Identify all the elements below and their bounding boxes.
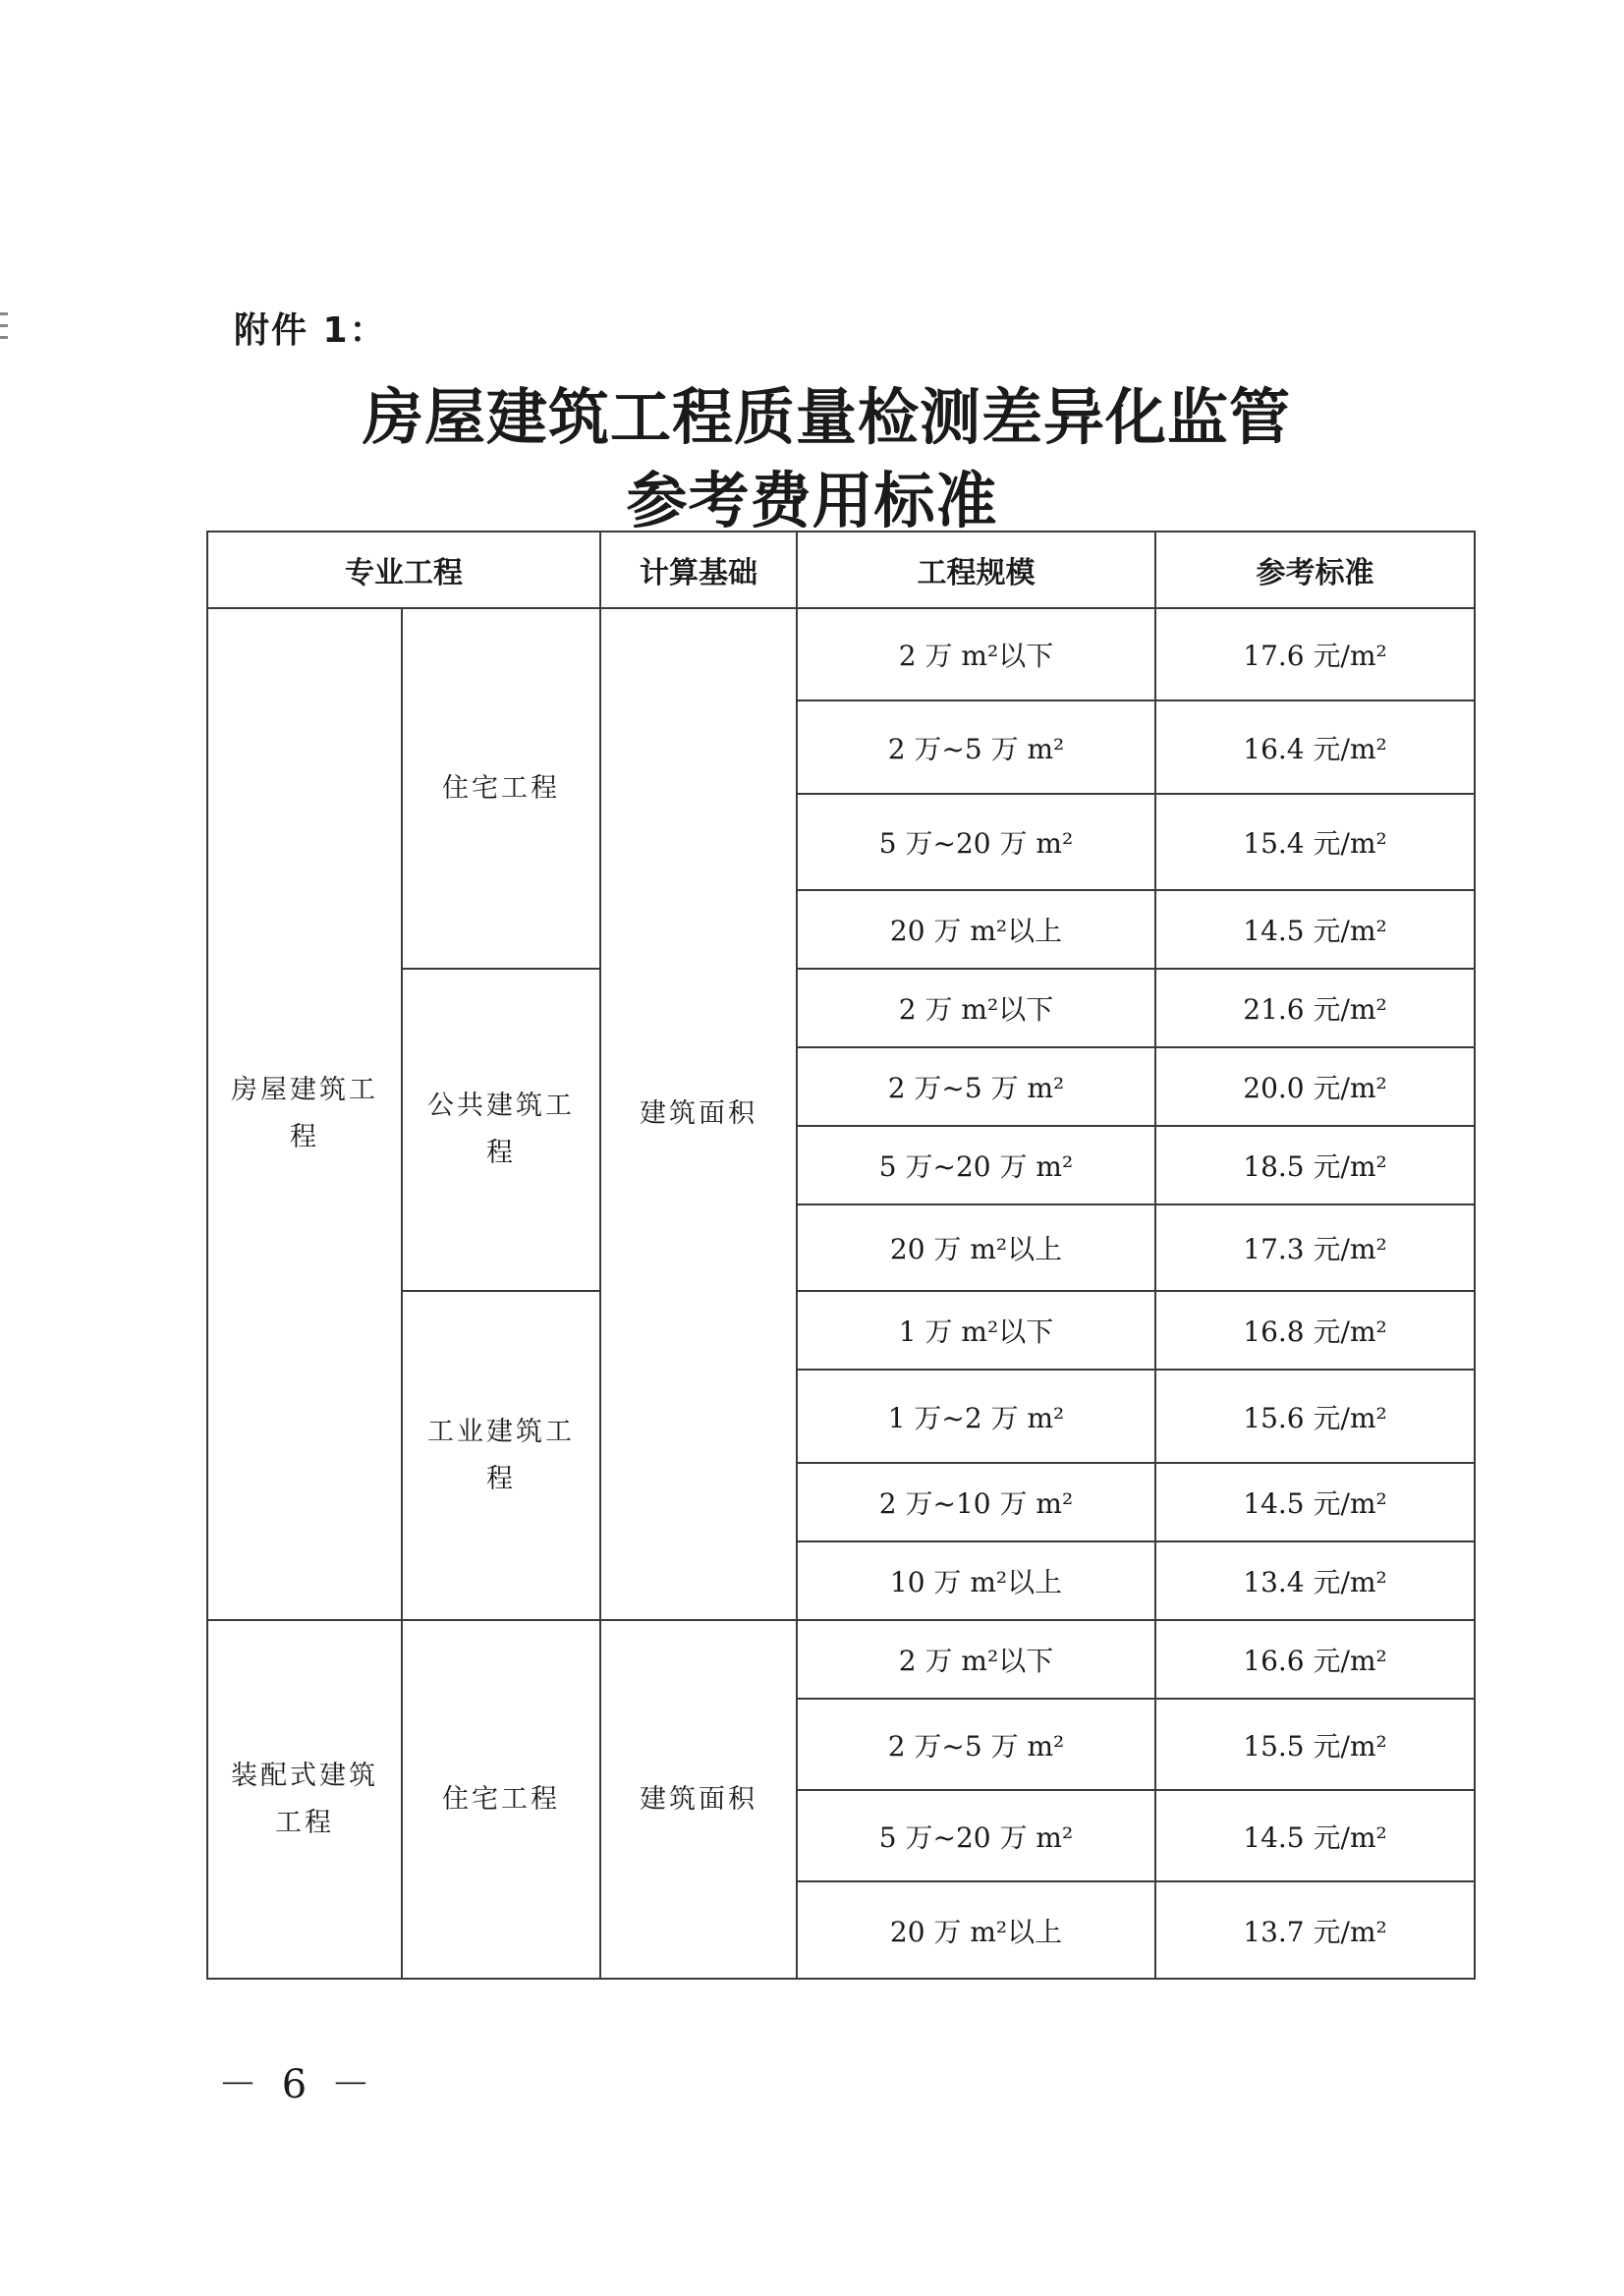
standard-cell: 16.6 元/m² <box>1155 1620 1475 1699</box>
header-basis: 计算基础 <box>600 532 797 608</box>
standard-cell: 14.5 元/m² <box>1155 1463 1475 1541</box>
subcategory-cell: 住宅工程 <box>402 1620 600 1979</box>
category-cell: 装配式建筑工程 <box>207 1620 402 1979</box>
scale-cell: 2 万~5 万 m² <box>797 1047 1155 1126</box>
document-title-line-2: 参考费用标准 <box>626 465 998 536</box>
scale-cell: 1 万 m²以下 <box>797 1291 1155 1370</box>
scale-cell: 5 万~20 万 m² <box>797 794 1155 890</box>
table-row <box>207 608 1475 700</box>
scale-cell: 2 万~5 万 m² <box>797 1699 1155 1790</box>
scan-edge-mark <box>0 324 8 327</box>
scale-cell: 10 万 m²以上 <box>797 1541 1155 1620</box>
standard-cell: 16.4 元/m² <box>1155 700 1475 794</box>
standard-cell: 14.5 元/m² <box>1155 890 1475 969</box>
header-standard: 参考标准 <box>1155 532 1475 608</box>
scale-cell: 5 万~20 万 m² <box>797 1126 1155 1204</box>
basis-cell: 建筑面积 <box>600 1620 797 1979</box>
fee-standard-table <box>206 531 1476 1980</box>
subcategory-cell: 工业建筑工程 <box>402 1291 600 1620</box>
scale-cell: 20 万 m²以上 <box>797 890 1155 969</box>
scale-cell: 20 万 m²以上 <box>797 1204 1155 1291</box>
standard-cell: 17.3 元/m² <box>1155 1204 1475 1291</box>
standard-cell: 20.0 元/m² <box>1155 1047 1475 1126</box>
standard-cell: 17.6 元/m² <box>1155 608 1475 700</box>
scale-cell: 1 万~2 万 m² <box>797 1370 1155 1463</box>
page-number: － 6 － <box>218 2062 376 2107</box>
scale-cell: 2 万 m²以下 <box>797 1620 1155 1699</box>
scan-edge-mark <box>0 336 8 339</box>
category-cell: 房屋建筑工程 <box>207 608 402 1620</box>
scale-cell: 5 万~20 万 m² <box>797 1790 1155 1881</box>
scale-cell: 2 万 m²以下 <box>797 608 1155 700</box>
table-row <box>207 1620 1475 1699</box>
subcategory-cell: 住宅工程 <box>402 608 600 969</box>
fee-standard-table-wrapper <box>206 531 1474 1980</box>
standard-cell: 14.5 元/m² <box>1155 1790 1475 1881</box>
standard-cell: 15.4 元/m² <box>1155 794 1475 890</box>
standard-cell: 16.8 元/m² <box>1155 1291 1475 1370</box>
header-category: 专业工程 <box>207 532 600 608</box>
table-header-row <box>207 532 1475 608</box>
standard-cell: 15.6 元/m² <box>1155 1370 1475 1463</box>
table-body <box>207 608 1475 1979</box>
standard-cell: 15.5 元/m² <box>1155 1699 1475 1790</box>
attachment-label: 附件 1： <box>234 310 387 351</box>
scale-cell: 2 万~5 万 m² <box>797 700 1155 794</box>
basis-cell: 建筑面积 <box>600 608 797 1620</box>
scale-cell: 2 万~10 万 m² <box>797 1463 1155 1541</box>
subcategory-cell: 公共建筑工程 <box>402 969 600 1291</box>
standard-cell: 13.7 元/m² <box>1155 1881 1475 1979</box>
standard-cell: 18.5 元/m² <box>1155 1126 1475 1204</box>
standard-cell: 21.6 元/m² <box>1155 969 1475 1047</box>
document-title-line-1: 房屋建筑工程质量检测差异化监管 <box>362 381 1291 453</box>
scale-cell: 2 万 m²以下 <box>797 969 1155 1047</box>
header-scale: 工程规模 <box>797 532 1155 608</box>
scan-edge-mark <box>0 312 8 315</box>
scale-cell: 20 万 m²以上 <box>797 1881 1155 1979</box>
standard-cell: 13.4 元/m² <box>1155 1541 1475 1620</box>
